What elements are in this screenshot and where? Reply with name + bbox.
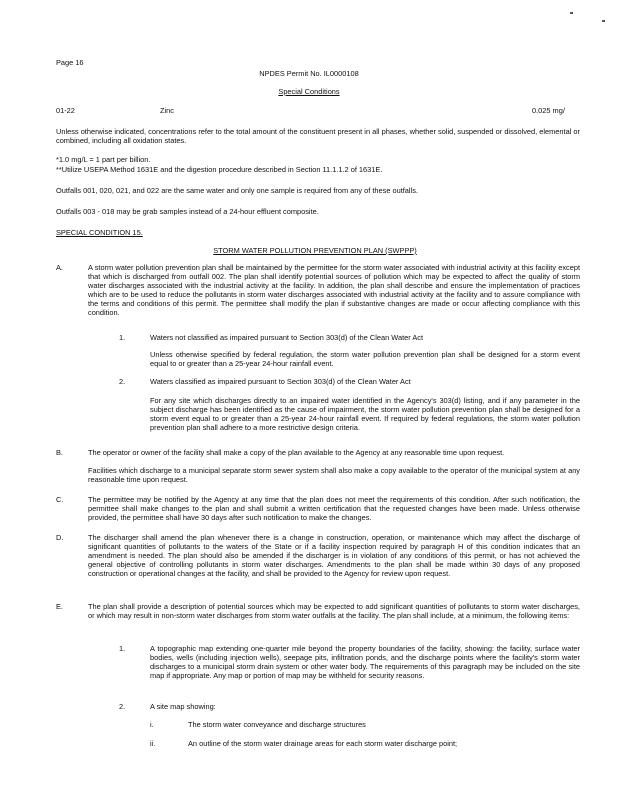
- swppp-title: STORM WATER POLLUTION PREVENTION PLAN (SWPPP): [213, 246, 417, 255]
- concentration-note: Unless otherwise indicated, concentrations refer to the total amount of the constituent present in all phases, whether solid, suspended or dissolved, elemental or combined, including all oxidation states.: [56, 127, 580, 146]
- scan-speck: [570, 12, 573, 14]
- item-a2-text: For any site which discharges directly to an impaired water identified in the Agency's 303(d) listing, and if any parameter in the subject discharge has been identified as the cause of impairment, the storm water pollution prevention plan shall be designed for a storm event equal to or greater than a 25-year 24-hour rainfall event. If required by federal regulations, the storm water pollution prevention plan shall adhere to a more restrictive design criteria.: [150, 396, 580, 433]
- special-condition-heading: SPECIAL CONDITION 15.: [56, 228, 143, 237]
- section-d-text: The discharger shall amend the plan whenever there is a change in construction, operation, or maintenance which may affect the discharge of significant quantities of pollutants to the waters of the State or if a facility inspection required by paragraph H of this condition indicates that an amendment is needed. The plan should also be amended if the discharger is in violation of any conditions of this permit, or has not achieved the general objective of controlling pollutants in storm water discharges. Amendments to the plan shall be made within 30 days of any proposed construction or operational changes at the facility, and shall be provided to the Agency for review upon request.: [88, 533, 580, 579]
- grab-sample-note: Outfalls 003 - 018 may be grab samples instead of a 24-hour effluent composite.: [56, 207, 319, 216]
- section-d-label: D.: [56, 533, 64, 542]
- section-e-text: The plan shall provide a description of potential sources which may be expected to add significant quantities of pollutants to storm water discharges, or which may result in non-storm water discharges from storm water outfalls at the facility. The plan shall include, at a minimum, the following items:: [88, 602, 580, 621]
- item-e2-number: 2.: [119, 702, 126, 711]
- section-title: Special Conditions: [278, 87, 340, 96]
- section-b-label: B.: [56, 448, 63, 457]
- limit-code: 01-22: [56, 106, 75, 115]
- section-a-text: A storm water pollution prevention plan shall be maintained by the permittee for the storm water associated with industrial activity at this facility except that which is discharged from outfall 002. The plan shall identify potential sources of pollution which may be expected to affect the quality of storm water discharges associated with the industrial activity at the facility. In addition, the plan shall describe and ensure the implementation of practices which are to be used to reduce the pollutants in storm water discharges associated with industrial activity at the facility and to assure compliance with the terms and conditions of this permit. The permittee shall modify the plan if substantive changes are made or occur affecting compliance with this condition.: [88, 263, 580, 318]
- page-number: Page 16: [56, 58, 84, 67]
- section-c-label: C.: [56, 495, 64, 504]
- method-note: **Utilize USEPA Method 1631E and the digestion procedure described in Section 11.1.1.2 of 1631E.: [56, 165, 383, 174]
- permit-number: NPDES Permit No. IL0000108: [259, 69, 359, 78]
- item-a1-text: Unless otherwise specified by federal regulation, the storm water pollution prevention plan shall be designed for a storm event equal to or greater than a 25-year 24-hour rainfall event.: [150, 350, 580, 369]
- section-b-text-2: Facilities which discharge to a municipal separate storm sewer system shall also make a copy available to the operator of the municipal system at any reasonable time upon request.: [88, 466, 580, 485]
- item-e2-text: A site map showing:: [150, 702, 216, 711]
- item-e1-number: 1.: [119, 644, 126, 653]
- section-b-text: The operator or owner of the facility shall make a copy of the plan available to the Agency at any reasonable time upon request.: [88, 448, 505, 457]
- ppb-note: *1.0 mg/L = 1 part per billion.: [56, 155, 151, 164]
- limit-parameter: Zinc: [160, 106, 174, 115]
- item-e2ii-number: ii.: [150, 739, 156, 748]
- outfalls-note: Outfalls 001, 020, 021, and 022 are the same water and only one sample is required from any of these outfalls.: [56, 186, 418, 195]
- limit-value: 0.025 mg/: [532, 106, 565, 115]
- scan-speck: [602, 20, 605, 22]
- section-c-text: The permittee may be notified by the Agency at any time that the plan does not meet the requirements of this condition. After such notification, the permittee shall make changes to the plan and shall submit a written certification that the requested changes have been made. Unless otherwise provided, the permittee shall have 30 days after such notification to make the changes.: [88, 495, 580, 523]
- item-e2i-number: i.: [150, 720, 154, 729]
- item-a1-number: 1.: [119, 333, 126, 342]
- section-e-label: E.: [56, 602, 63, 611]
- item-e2ii-text: An outline of the storm water drainage areas for each storm water discharge point;: [188, 739, 458, 748]
- item-a1-heading: Waters not classified as impaired pursuant to Section 303(d) of the Clean Water Act: [150, 333, 424, 342]
- item-e1-text: A topographic map extending one-quarter mile beyond the property boundaries of the facility, showing: the facility, surface water bodies, wells (including injection wells), seepage pits, infiltration ponds, and the discharge points where the facility's storm water discharges to a municipal storm drain system or other water body. The requirements of this paragraph may be included on the site map if appropriate. Any map or portion of map may be withheld for security reasons.: [150, 644, 580, 681]
- section-a-label: A.: [56, 263, 63, 272]
- item-a2-number: 2.: [119, 377, 126, 386]
- item-a2-heading: Waters classified as impaired pursuant to Section 303(d) of the Clean Water Act: [150, 377, 411, 386]
- item-e2i-text: The storm water conveyance and discharge structures: [188, 720, 366, 729]
